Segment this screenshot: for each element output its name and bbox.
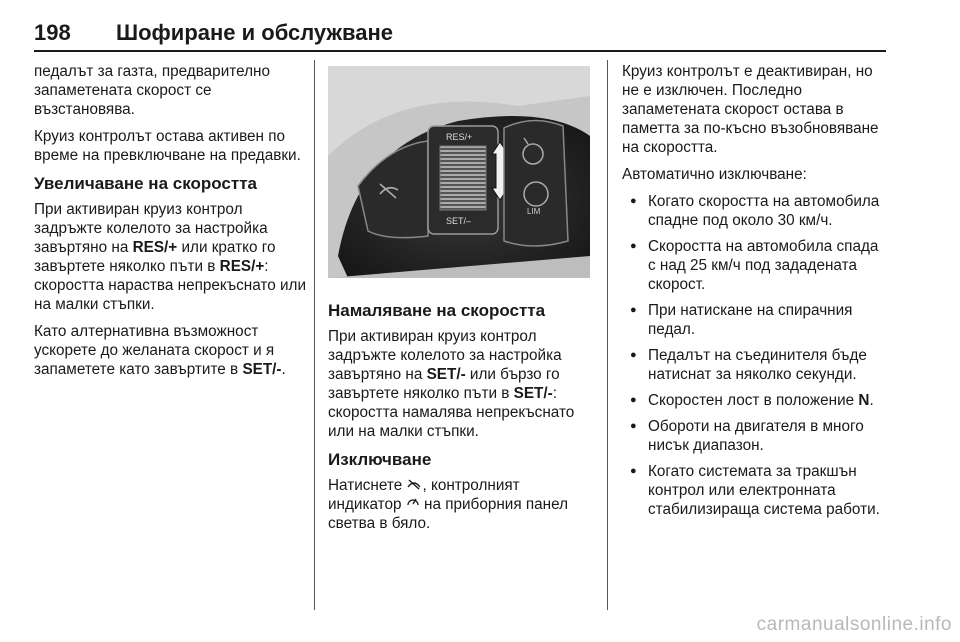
set-minus-label: SET/– — [446, 216, 472, 226]
list-item: ● Скоростен лост в положение N. — [622, 391, 886, 410]
section-heading-decrease-speed: Намаляване на скоростта — [328, 301, 546, 320]
res-plus-label: RES/+ — [446, 132, 473, 142]
steering-wheel-controls-figure — [328, 66, 590, 278]
paragraph: При активиран круиз контрол задръжте колелото за настройка завъртяно на RES/+ или кратко го завъртете няколко пъти в RES/+: скоростта нараства непрекъснато или на малки стъпки. — [34, 201, 306, 313]
paragraph: Натиснете , контролният индикатор на приборния панел светва в бяло. — [328, 477, 569, 532]
chapter-title: Шофиране и обслужване — [116, 20, 394, 45]
column-divider — [314, 60, 315, 610]
list-item: ● Скоростта на автомобила спада с над 25 км/ч под зададената скорост. — [622, 237, 886, 294]
paragraph: Автоматично изключване: — [622, 166, 807, 183]
cruise-indicator-icon — [406, 495, 420, 514]
paragraph: Като алтернативна възможност ускорете до желаната скорост и я запаметете като завъртите в SET/-. — [34, 323, 286, 378]
cruise-control-buttons-illustration — [328, 66, 590, 278]
page-number: 198 — [34, 20, 71, 45]
control-label: SET/- — [426, 366, 466, 383]
auto-off-list — [622, 192, 886, 519]
page-header — [34, 10, 886, 50]
paragraph: Круиз контролът остава активен по време на превключване на предавки. — [34, 128, 301, 164]
list-item: ● Когато скоростта на автомобила спадне под около 30 км/ч. — [622, 192, 886, 230]
watermark: carmanualsonline.info — [756, 614, 952, 635]
column-right — [622, 62, 886, 526]
paragraph: педалът за газта, предварително запаметената скорост се възстановява. — [34, 63, 270, 118]
control-label: RES/+ — [219, 258, 265, 275]
column-left — [34, 62, 306, 387]
control-label: SET/- — [513, 385, 553, 402]
list-item: ● Обороти на двигателя в много нисък диапазон. — [622, 417, 886, 455]
section-heading-increase-speed: Увеличаване на скоростта — [34, 174, 257, 193]
list-item: ● Когато системата за тракшън контрол или електронната стабилизираща система работи. — [622, 462, 886, 519]
section-heading-switch-off: Изключване — [328, 450, 432, 469]
list-item: ● При натискане на спирачния педал. — [622, 301, 886, 339]
header-rule — [34, 50, 886, 52]
paragraph: При активиран круиз контрол задръжте колелото за настройка завъртяно на SET/- или бързо го завъртете няколко пъти в SET/-: скоростта намалява непрекъснато или на малки стъпки. — [328, 328, 575, 440]
list-item: ● Педалът на съединителя бъде натиснат за няколко секунди. — [622, 346, 886, 384]
column-divider — [607, 60, 608, 610]
control-label: RES/+ — [132, 239, 178, 256]
paragraph: Круиз контролът е деактивиран, но не е изключен. Последно запаметената скорост остава в паметта за по-късно възобновяване на скоростта. — [622, 63, 879, 156]
control-label: SET/- — [242, 361, 282, 378]
column-middle — [328, 62, 590, 541]
lim-label: LIM — [527, 207, 541, 216]
cruise-cancel-icon — [406, 476, 422, 495]
